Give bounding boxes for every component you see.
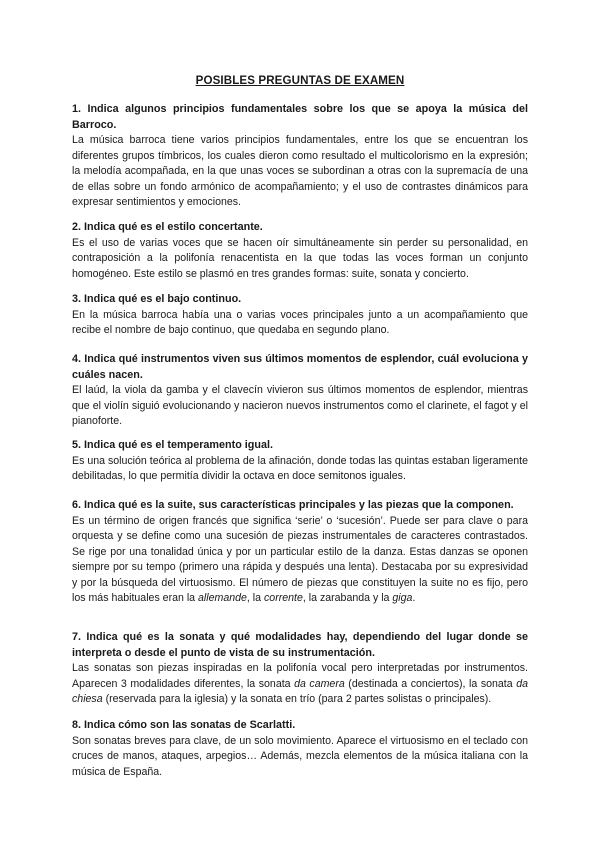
question-title: 2. Indica qué es el estilo concertante. [72, 221, 263, 233]
question-answer: El laúd, la viola da gamba y el clavecín vivieron sus últimos momentos de esplendor, mientras que el violín siguió evolucionando y nacieron nuevos instrumentos como el clarinete, el fagot y el pianoforte. [72, 384, 528, 428]
answer-text: , la [246, 592, 264, 605]
answer-term: giga [392, 592, 413, 605]
question-title: 6. Indica qué es la suite, sus características principales y las piezas que la componen. [72, 499, 514, 511]
answer-term: allemande [198, 592, 247, 605]
question-6 [72, 498, 528, 607]
question-7 [72, 630, 528, 708]
question-answer: En la música barroca había una o varias voces principales junto a un acompañamiento que recibe el nombre de bajo continuo, que quedaba en segundo plano. [72, 308, 528, 337]
question-title: 3. Indica qué es el bajo continuo. [72, 293, 242, 305]
answer-term: corrente [264, 592, 303, 605]
question-title: 7. Indica qué es la sonata y qué modalidades hay, dependiendo del lugar donde se interpreta o desde el punto de vista de su instrumentación. [72, 631, 528, 659]
question-answer: Es el uso de varias voces que se hacen oír simultáneamente sin perder su personalidad, en contraposición a la polifonía renacentista en la que todas las voces forman un conjunto homogéneo. Este estilo se plasmó en tres grandes formas: suite, sonata y concierto. [72, 236, 528, 280]
answer-term: da camera [294, 677, 345, 690]
question-title: 5. Indica qué es el temperamento igual. [72, 439, 274, 451]
question-5 [72, 438, 528, 485]
answer-text: Es un término de origen francés que significa ‘serie’ o ‘sucesión’. Puede ser para clave o para orquesta y se define como una sucesión de piezas instrumentales de caracteres contrastados. Se rige por una tonalidad única y por un particular estilo de la danza. Estas danzas se oponen siempre por su tempo (primero una rápida y después una lenta). Destacaba por su expresividad y por la búsqueda del virtuosismo. El número de piezas que constituyen la suite no es fijo, pero los más habituales eran la [72, 514, 528, 605]
question-answer: Son sonatas breves para clave, de un solo movimiento. Aparece el virtuosismo en el teclado con cruces de manos, ataques, arpegios… Además, mezcla elementos de la música italiana con la música de España. [72, 734, 528, 778]
answer-text: Las sonatas son piezas inspiradas en la polifonía vocal pero interpretadas por instrumentos. Aparecen 3 modalidades diferentes, la sonata [72, 662, 528, 690]
question-answer: Es una solución teórica al problema de la afinación, donde todas las quintas estaban ligeramente debilitadas, lo que permitía dividir la octava en doce semitonos iguales. [72, 454, 528, 483]
question-8 [72, 718, 528, 780]
question-answer: La música barroca tiene varios principios fundamentales, entre los que se encuentran los diferentes grupos tímbricos, los cuales dieron como resultado el multicolorismo en la expresión; la melodía acompañada, en la que unas voces se subordinan a otras con la supremacía de una de ellas sobre un fondo armónico de acompañamiento; y el uso de contrastes dinámicos para expresar sentimientos y emociones. [72, 134, 528, 209]
answer-text: , la zarabanda y la [302, 592, 393, 605]
page-title: POSIBLES PREGUNTAS DE EXAMEN [195, 74, 405, 87]
answer-text: (destinada a conciertos), la sonata [344, 677, 517, 690]
answer-text: . [412, 592, 416, 605]
question-answer [72, 514, 528, 608]
question-3 [72, 292, 528, 339]
answer-text: (reservada para la iglesia) y la sonata en trío (para 2 partes solistas o principales). [102, 693, 492, 706]
question-4 [72, 352, 528, 430]
question-title: 8. Indica cómo son las sonatas de Scarlatti. [72, 719, 296, 731]
question-title: 4. Indica qué instrumentos viven sus últimos momentos de esplendor, cuál evoluciona y cuáles nacen. [72, 353, 528, 381]
question-1 [72, 102, 528, 211]
question-2 [72, 220, 528, 282]
question-answer [72, 661, 528, 708]
question-title: 1. Indica algunos principios fundamentales sobre los que se apoya la música del Barroco. [72, 103, 528, 131]
answer-term: da chiesa [72, 677, 528, 706]
